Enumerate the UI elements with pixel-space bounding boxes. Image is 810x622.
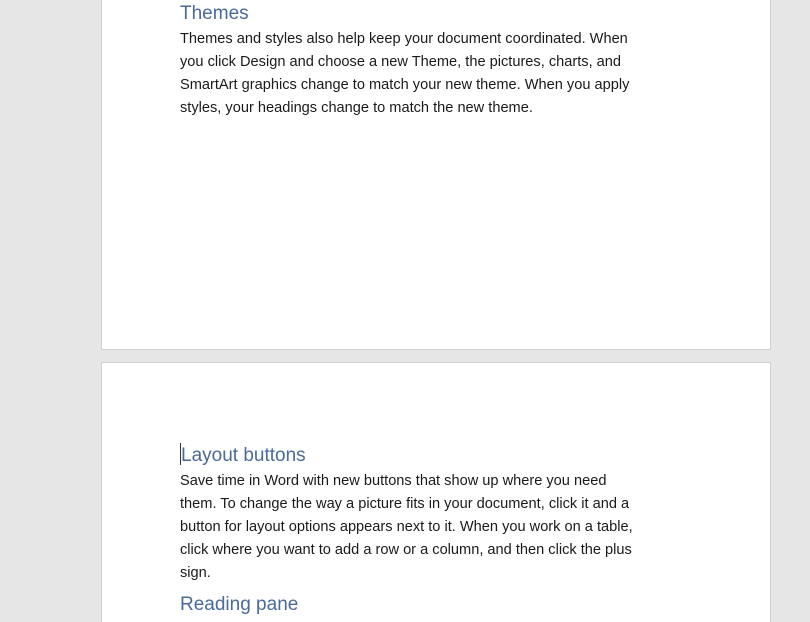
document-page-1[interactable] (101, 0, 771, 350)
text-line: click where you want to add a row or a column, and then click the plus (180, 542, 632, 558)
text-line: styles, your headings change to match the new theme. (180, 100, 533, 116)
heading-layout-buttons-text: Layout buttons (181, 445, 306, 466)
heading-reading-pane[interactable]: Reading pane (180, 594, 299, 615)
text-line: sign. (180, 565, 211, 581)
page-2-content[interactable] (180, 443, 700, 619)
text-line: Save time in Word with new buttons that show up where you need (180, 473, 607, 489)
text-line: SmartArt graphics change to match your new theme. When you apply (180, 77, 630, 93)
text-line: them. To change the way a picture fits in your document, click it and a (180, 496, 630, 512)
text-line: you click Design and choose a new Theme, the pictures, charts, and (180, 54, 622, 70)
paragraph-themes[interactable] (180, 28, 700, 120)
text-line: button for layout options appears next to it. When you work on a table, (180, 519, 633, 535)
heading-themes[interactable]: Themes (180, 3, 249, 24)
heading-layout-buttons[interactable] (180, 443, 700, 468)
page-1-content[interactable] (180, 2, 700, 128)
text-line: Themes and styles also help keep your document coordinated. When (180, 31, 628, 47)
document-page-2[interactable] (101, 362, 771, 622)
paragraph-layout-buttons[interactable] (180, 470, 700, 585)
